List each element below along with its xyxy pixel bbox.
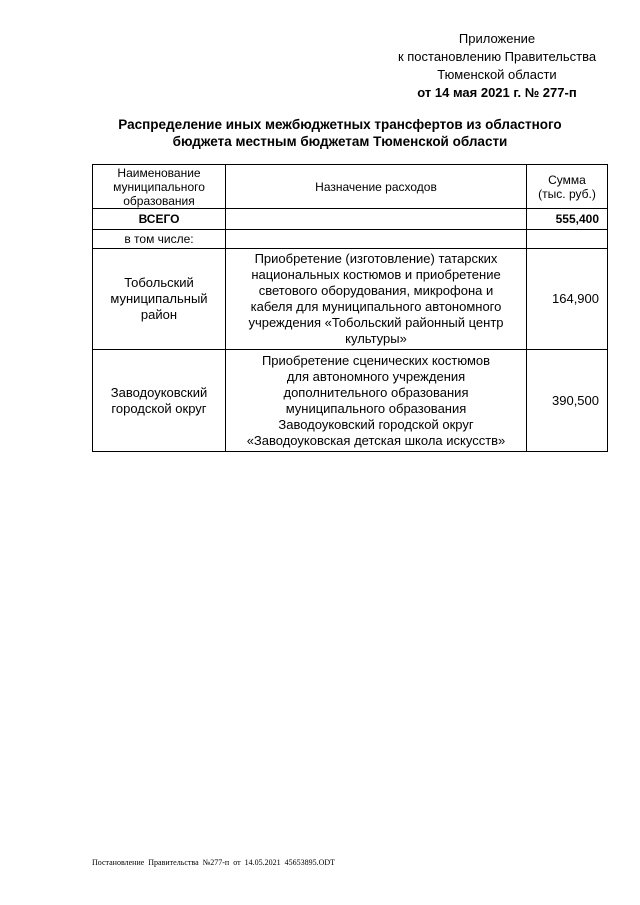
appendix-date-number: от 14 мая 2021 г. № 277-п (417, 85, 577, 100)
municipality-name (93, 249, 226, 350)
purpose-line: для автономного учреждения (286, 368, 466, 384)
table-header-row (93, 165, 608, 209)
table-row (93, 249, 608, 350)
header-amount (527, 165, 608, 209)
subheader-label: в том числе: (93, 230, 226, 249)
table-row (93, 350, 608, 452)
subheader-empty (226, 230, 527, 249)
name-line: городской округ (111, 400, 207, 416)
appendix-region-line: Тюменской области (437, 67, 557, 82)
name-line: район (140, 307, 178, 322)
header-purpose: Назначение расходов (226, 165, 527, 209)
header-amount-line: (тыс. руб.) (538, 186, 596, 201)
amount: 390,500 (527, 350, 608, 452)
name-line: Заводоуковский (110, 384, 208, 400)
purpose-line: «Заводоуковская детская школа искусств» (246, 432, 506, 448)
expense-purpose (226, 249, 527, 350)
total-row (93, 209, 608, 230)
purpose-line: учреждения «Тобольский районный центр (248, 315, 504, 330)
name-line: муниципальный (110, 291, 208, 306)
purpose-line: национальных костюмов и приобретение (251, 267, 501, 282)
municipality-name (93, 350, 226, 452)
header-municipality-line: муниципального (113, 179, 205, 194)
total-amount: 555,400 (527, 209, 608, 230)
amount: 164,900 (527, 249, 608, 350)
title-line-1: Распределение иных межбюджетных трансфертов из областного (118, 117, 562, 132)
total-label: ВСЕГО (93, 209, 226, 230)
purpose-line: муниципального образования (285, 400, 467, 416)
total-purpose-empty (226, 209, 527, 230)
purpose-line: Заводоуковский городской округ (278, 416, 474, 432)
document-footer: Постановление Правительства №277-п от 14.05.2021 45653895.ODT (92, 858, 336, 867)
purpose-line: Приобретение (изготовление) татарских (254, 251, 498, 266)
purpose-line: Приобретение сценических костюмов (261, 352, 491, 368)
subheader-row (93, 230, 608, 249)
name-line: Тобольский (124, 275, 194, 290)
purpose-line: дополнительного образования (283, 384, 469, 400)
purpose-line: кабеля для муниципального автономного (250, 299, 502, 314)
header-municipality (93, 165, 226, 209)
purpose-line: культуры» (345, 331, 407, 346)
header-amount-line: Сумма (548, 172, 586, 187)
appendix-header (372, 30, 622, 102)
appendix-label: Приложение (458, 31, 536, 46)
header-municipality-line: образования (123, 193, 195, 208)
purpose-line: светового оборудования, микрофона и (258, 283, 494, 298)
document-title (90, 116, 590, 150)
expense-purpose (226, 350, 527, 452)
transfers-table (92, 164, 608, 452)
title-line-2: бюджета местным бюджетам Тюменской области (172, 134, 508, 149)
header-municipality-line: Наименование (117, 165, 201, 180)
appendix-ref-line: к постановлению Правительства (397, 49, 597, 64)
subheader-empty (527, 230, 608, 249)
